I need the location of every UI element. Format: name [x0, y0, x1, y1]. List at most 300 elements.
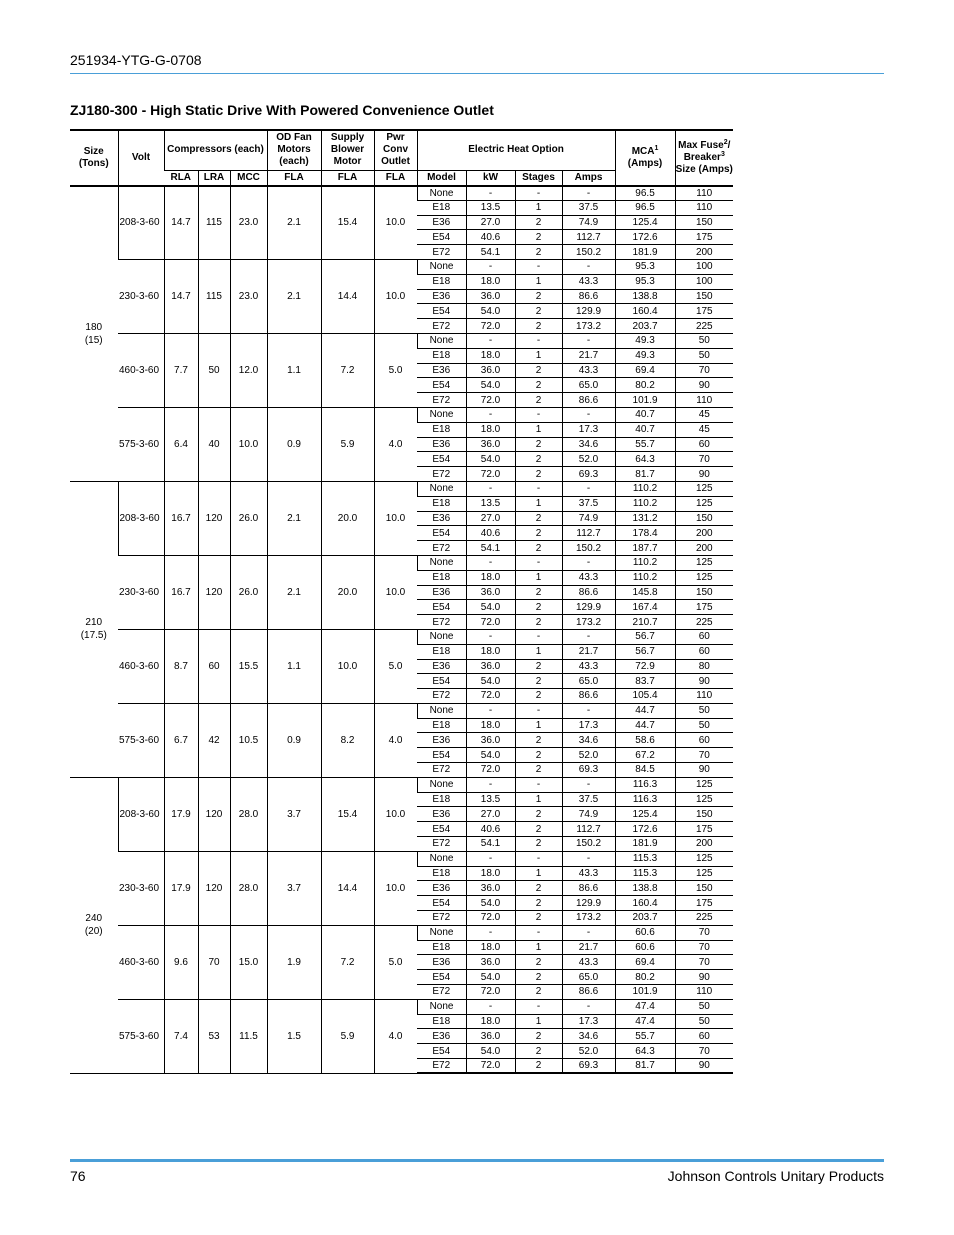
heat-stages-cell: 2 — [515, 748, 562, 763]
heat-kw-cell: 36.0 — [466, 585, 515, 600]
group-volt-cell: 208-3-60 — [118, 481, 164, 555]
heat-stages-cell: 2 — [515, 541, 562, 556]
heat-maxfuse-cell: 125 — [675, 777, 733, 792]
heat-amps-cell: 150.2 — [562, 245, 615, 260]
heat-mca-cell: 116.3 — [615, 777, 675, 792]
heat-amps-cell: 112.7 — [562, 822, 615, 837]
table-row — [70, 333, 733, 348]
heat-amps-cell: 65.0 — [562, 674, 615, 689]
heat-mca-cell: 101.9 — [615, 393, 675, 408]
heat-mca-cell: 138.8 — [615, 881, 675, 896]
heat-model-cell: E36 — [417, 807, 466, 822]
heat-stages-cell: 1 — [515, 496, 562, 511]
heat-kw-cell: 36.0 — [466, 955, 515, 970]
heat-amps-cell: 86.6 — [562, 585, 615, 600]
heat-maxfuse-cell: 125 — [675, 555, 733, 570]
heat-amps-cell: 129.9 — [562, 600, 615, 615]
table-row — [70, 703, 733, 718]
heat-mca-cell: 69.4 — [615, 363, 675, 378]
heat-mca-cell: 187.7 — [615, 541, 675, 556]
heat-amps-cell: - — [562, 407, 615, 422]
heat-stages-cell: - — [515, 703, 562, 718]
heat-kw-cell: 54.0 — [466, 748, 515, 763]
group-blower-fla-cell: 15.4 — [321, 186, 374, 260]
heat-maxfuse-cell: 70 — [675, 363, 733, 378]
heat-kw-cell: 13.5 — [466, 792, 515, 807]
heat-amps-cell: 173.2 — [562, 319, 615, 334]
group-lra-cell: 115 — [198, 186, 230, 260]
heat-stages-cell: 2 — [515, 955, 562, 970]
heat-amps-cell: 74.9 — [562, 511, 615, 526]
heat-stages-cell: - — [515, 851, 562, 866]
heat-kw-cell: 54.0 — [466, 600, 515, 615]
size-cell — [70, 186, 118, 482]
heat-amps-cell: - — [562, 851, 615, 866]
heat-kw-cell: 36.0 — [466, 363, 515, 378]
heat-maxfuse-cell: 90 — [675, 763, 733, 778]
group-od-fla-cell: 3.7 — [267, 777, 321, 851]
heat-amps-cell: 43.3 — [562, 955, 615, 970]
group-lra-cell: 60 — [198, 629, 230, 703]
heat-mca-cell: 60.6 — [615, 925, 675, 940]
heat-amps-cell: 43.3 — [562, 659, 615, 674]
heat-stages-cell: 2 — [515, 245, 562, 260]
heat-mca-cell: 96.5 — [615, 186, 675, 201]
heat-mca-cell: 81.7 — [615, 467, 675, 482]
heat-maxfuse-cell: 110 — [675, 186, 733, 201]
heat-amps-cell: 112.7 — [562, 526, 615, 541]
table-row — [70, 481, 733, 496]
heat-model-cell: E72 — [417, 393, 466, 408]
heat-maxfuse-cell: 150 — [675, 289, 733, 304]
heat-mca-cell: 84.5 — [615, 763, 675, 778]
heat-stages-cell: 2 — [515, 215, 562, 230]
heat-kw-cell: 54.0 — [466, 896, 515, 911]
group-pwr-fla-cell: 5.0 — [374, 925, 417, 999]
heat-maxfuse-cell: 90 — [675, 467, 733, 482]
heat-mca-cell: 125.4 — [615, 807, 675, 822]
heat-model-cell: E36 — [417, 659, 466, 674]
heat-mca-cell: 167.4 — [615, 600, 675, 615]
heat-kw-cell: 54.1 — [466, 837, 515, 852]
heat-amps-cell: 21.7 — [562, 940, 615, 955]
heat-mca-cell: 210.7 — [615, 615, 675, 630]
heat-kw-cell: - — [466, 999, 515, 1014]
header-max-fuse: Max Fuse$^2$/ Breaker$^3$ Size (Amps) — [675, 130, 733, 186]
heat-model-cell: E54 — [417, 896, 466, 911]
heat-mca-cell: 110.2 — [615, 481, 675, 496]
heat-mca-cell: 160.4 — [615, 304, 675, 319]
header-od-fan: OD Fan Motors (each) — [267, 130, 321, 170]
group-volt-cell: 460-3-60 — [118, 629, 164, 703]
heat-kw-cell: 36.0 — [466, 881, 515, 896]
heat-stages-cell: 2 — [515, 674, 562, 689]
heat-model-cell: None — [417, 999, 466, 1014]
heat-maxfuse-cell: 175 — [675, 600, 733, 615]
heat-stages-cell: 2 — [515, 985, 562, 1000]
heat-mca-cell: 40.7 — [615, 407, 675, 422]
heat-mca-cell: 47.4 — [615, 1014, 675, 1029]
heat-amps-cell: 34.6 — [562, 1029, 615, 1044]
heat-amps-cell: 65.0 — [562, 970, 615, 985]
group-mcc-cell: 12.0 — [230, 333, 267, 407]
heat-amps-cell: 129.9 — [562, 896, 615, 911]
heat-mca-cell: 49.3 — [615, 333, 675, 348]
group-lra-cell: 50 — [198, 333, 230, 407]
heat-stages-cell: 2 — [515, 837, 562, 852]
group-lra-cell: 70 — [198, 925, 230, 999]
heat-kw-cell: 54.1 — [466, 245, 515, 260]
heat-mca-cell: 56.7 — [615, 644, 675, 659]
group-od-fla-cell: 0.9 — [267, 407, 321, 481]
heat-stages-cell: - — [515, 999, 562, 1014]
group-rla-cell: 8.7 — [164, 629, 198, 703]
heat-stages-cell: 2 — [515, 807, 562, 822]
header-amps: Amps — [562, 170, 615, 186]
heat-kw-cell: 18.0 — [466, 274, 515, 289]
heat-maxfuse-cell: 60 — [675, 437, 733, 452]
heat-maxfuse-cell: 70 — [675, 925, 733, 940]
heat-kw-cell: 40.6 — [466, 822, 515, 837]
heat-kw-cell: - — [466, 481, 515, 496]
table-body — [70, 186, 733, 1074]
heat-model-cell: E72 — [417, 763, 466, 778]
heat-model-cell: None — [417, 703, 466, 718]
heat-kw-cell: 54.1 — [466, 541, 515, 556]
heat-kw-cell: 18.0 — [466, 1014, 515, 1029]
group-blower-fla-cell: 15.4 — [321, 777, 374, 851]
heat-stages-cell: 1 — [515, 200, 562, 215]
heat-mca-cell: 58.6 — [615, 733, 675, 748]
heat-mca-cell: 203.7 — [615, 911, 675, 926]
heat-kw-cell: - — [466, 186, 515, 201]
heat-maxfuse-cell: 50 — [675, 333, 733, 348]
heat-model-cell: E36 — [417, 437, 466, 452]
group-mcc-cell: 28.0 — [230, 777, 267, 851]
heat-model-cell: E72 — [417, 541, 466, 556]
header-electric-heat: Electric Heat Option — [417, 130, 615, 170]
heat-model-cell: E54 — [417, 970, 466, 985]
heat-stages-cell: 2 — [515, 615, 562, 630]
group-volt-cell: 575-3-60 — [118, 407, 164, 481]
heat-stages-cell: 2 — [515, 526, 562, 541]
heat-amps-cell: 69.3 — [562, 467, 615, 482]
heat-mca-cell: 172.6 — [615, 230, 675, 245]
heat-mca-cell: 83.7 — [615, 674, 675, 689]
group-blower-fla-cell: 10.0 — [321, 629, 374, 703]
heat-mca-cell: 67.2 — [615, 748, 675, 763]
heat-model-cell: None — [417, 925, 466, 940]
header-blower-fla: FLA — [321, 170, 374, 186]
heat-stages-cell: 2 — [515, 822, 562, 837]
heat-kw-cell: 72.0 — [466, 763, 515, 778]
heat-stages-cell: - — [515, 777, 562, 792]
size-value: 180 — [85, 321, 103, 333]
heat-mca-cell: 96.5 — [615, 200, 675, 215]
heat-stages-cell: 2 — [515, 467, 562, 482]
header-volt: Volt — [118, 130, 164, 186]
heat-mca-cell: 181.9 — [615, 837, 675, 852]
header-lra: LRA — [198, 170, 230, 186]
heat-mca-cell: 80.2 — [615, 378, 675, 393]
heat-model-cell: None — [417, 186, 466, 201]
group-od-fla-cell: 0.9 — [267, 703, 321, 777]
header-mcc: MCC — [230, 170, 267, 186]
heat-mca-cell: 64.3 — [615, 452, 675, 467]
heat-mca-cell: 95.3 — [615, 259, 675, 274]
heat-stages-cell: 2 — [515, 1044, 562, 1059]
heat-maxfuse-cell: 125 — [675, 496, 733, 511]
heat-maxfuse-cell: 125 — [675, 866, 733, 881]
heat-maxfuse-cell: 90 — [675, 378, 733, 393]
heat-maxfuse-cell: 90 — [675, 674, 733, 689]
heat-stages-cell: 2 — [515, 511, 562, 526]
size-cell — [70, 481, 118, 777]
heat-maxfuse-cell: 125 — [675, 481, 733, 496]
table-row — [70, 259, 733, 274]
group-mcc-cell: 15.5 — [230, 629, 267, 703]
heat-maxfuse-cell: 60 — [675, 644, 733, 659]
group-pwr-fla-cell: 4.0 — [374, 999, 417, 1073]
heat-kw-cell: 54.0 — [466, 304, 515, 319]
heat-maxfuse-cell: 90 — [675, 970, 733, 985]
heat-model-cell: None — [417, 851, 466, 866]
group-blower-fla-cell: 14.4 — [321, 259, 374, 333]
heat-model-cell: E36 — [417, 585, 466, 600]
header-model: Model — [417, 170, 466, 186]
table-row — [70, 629, 733, 644]
heat-stages-cell: 2 — [515, 289, 562, 304]
heat-model-cell: E54 — [417, 822, 466, 837]
heat-stages-cell: 2 — [515, 1059, 562, 1074]
heat-kw-cell: 36.0 — [466, 437, 515, 452]
heat-amps-cell: 150.2 — [562, 541, 615, 556]
heat-amps-cell: - — [562, 629, 615, 644]
heat-mca-cell: 80.2 — [615, 970, 675, 985]
heat-kw-cell: 54.0 — [466, 970, 515, 985]
heat-mca-cell: 47.4 — [615, 999, 675, 1014]
heat-mca-cell: 115.3 — [615, 851, 675, 866]
heat-kw-cell: - — [466, 851, 515, 866]
heat-amps-cell: 112.7 — [562, 230, 615, 245]
group-mcc-cell: 10.0 — [230, 407, 267, 481]
heat-amps-cell: 21.7 — [562, 644, 615, 659]
heat-stages-cell: 1 — [515, 866, 562, 881]
heat-kw-cell: 36.0 — [466, 733, 515, 748]
heat-kw-cell: 54.0 — [466, 378, 515, 393]
heat-kw-cell: 72.0 — [466, 467, 515, 482]
heat-kw-cell: 36.0 — [466, 1029, 515, 1044]
heat-mca-cell: 95.3 — [615, 274, 675, 289]
heat-maxfuse-cell: 50 — [675, 718, 733, 733]
heat-amps-cell: - — [562, 481, 615, 496]
heat-stages-cell: 2 — [515, 733, 562, 748]
header-od-fan-fla: FLA — [267, 170, 321, 186]
heat-stages-cell: 1 — [515, 570, 562, 585]
heat-stages-cell: 2 — [515, 230, 562, 245]
heat-amps-cell: 43.3 — [562, 274, 615, 289]
group-rla-cell: 16.7 — [164, 555, 198, 629]
heat-amps-cell: - — [562, 259, 615, 274]
heat-model-cell: E72 — [417, 985, 466, 1000]
group-mcc-cell: 23.0 — [230, 259, 267, 333]
heat-stages-cell: 1 — [515, 644, 562, 659]
header-kw: kW — [466, 170, 515, 186]
heat-stages-cell: 2 — [515, 881, 562, 896]
heat-model-cell: E36 — [417, 1029, 466, 1044]
heat-stages-cell: 1 — [515, 422, 562, 437]
heat-amps-cell: 173.2 — [562, 911, 615, 926]
group-od-fla-cell: 2.1 — [267, 481, 321, 555]
heat-kw-cell: 13.5 — [466, 496, 515, 511]
heat-kw-cell: - — [466, 703, 515, 718]
heat-maxfuse-cell: 125 — [675, 851, 733, 866]
heat-amps-cell: 69.3 — [562, 1059, 615, 1074]
heat-model-cell: E18 — [417, 1014, 466, 1029]
heat-mca-cell: 125.4 — [615, 215, 675, 230]
heat-mca-cell: 49.3 — [615, 348, 675, 363]
header-rule — [70, 73, 884, 74]
heat-maxfuse-cell: 175 — [675, 304, 733, 319]
document-id: 251934-YTG-G-0708 — [70, 52, 202, 68]
heat-kw-cell: 72.0 — [466, 1059, 515, 1074]
heat-mca-cell: 55.7 — [615, 437, 675, 452]
heat-maxfuse-cell: 50 — [675, 348, 733, 363]
group-lra-cell: 120 — [198, 481, 230, 555]
heat-stages-cell: - — [515, 186, 562, 201]
heat-maxfuse-cell: 100 — [675, 259, 733, 274]
heat-kw-cell: 18.0 — [466, 570, 515, 585]
heat-model-cell: E18 — [417, 348, 466, 363]
heat-amps-cell: 17.3 — [562, 422, 615, 437]
heat-maxfuse-cell: 175 — [675, 230, 733, 245]
heat-kw-cell: 72.0 — [466, 985, 515, 1000]
heat-amps-cell: 34.6 — [562, 733, 615, 748]
heat-stages-cell: 2 — [515, 319, 562, 334]
group-pwr-fla-cell: 10.0 — [374, 259, 417, 333]
heat-stages-cell: 2 — [515, 763, 562, 778]
heat-model-cell: E36 — [417, 511, 466, 526]
heat-model-cell: E18 — [417, 274, 466, 289]
page-number: 76 — [70, 1168, 86, 1184]
heat-mca-cell: 101.9 — [615, 985, 675, 1000]
heat-kw-cell: 18.0 — [466, 644, 515, 659]
heat-maxfuse-cell: 150 — [675, 511, 733, 526]
heat-maxfuse-cell: 80 — [675, 659, 733, 674]
heat-model-cell: E72 — [417, 467, 466, 482]
heat-kw-cell: 18.0 — [466, 348, 515, 363]
heat-maxfuse-cell: 45 — [675, 407, 733, 422]
group-rla-cell: 6.4 — [164, 407, 198, 481]
group-pwr-fla-cell: 10.0 — [374, 186, 417, 260]
group-lra-cell: 115 — [198, 259, 230, 333]
heat-amps-cell: 86.6 — [562, 393, 615, 408]
heat-model-cell: E72 — [417, 689, 466, 704]
heat-model-cell: E18 — [417, 866, 466, 881]
heat-mca-cell: 116.3 — [615, 792, 675, 807]
group-lra-cell: 120 — [198, 555, 230, 629]
group-rla-cell: 7.4 — [164, 999, 198, 1073]
group-rla-cell: 16.7 — [164, 481, 198, 555]
heat-maxfuse-cell: 90 — [675, 1059, 733, 1074]
heat-model-cell: E72 — [417, 245, 466, 260]
heat-maxfuse-cell: 200 — [675, 837, 733, 852]
heat-mca-cell: 60.6 — [615, 940, 675, 955]
heat-model-cell: E54 — [417, 378, 466, 393]
group-blower-fla-cell: 7.2 — [321, 333, 374, 407]
heat-amps-cell: 43.3 — [562, 866, 615, 881]
heat-kw-cell: 72.0 — [466, 319, 515, 334]
heat-kw-cell: 36.0 — [466, 289, 515, 304]
heat-kw-cell: - — [466, 629, 515, 644]
heat-maxfuse-cell: 70 — [675, 1044, 733, 1059]
group-mcc-cell: 23.0 — [230, 186, 267, 260]
heat-model-cell: None — [417, 481, 466, 496]
heat-maxfuse-cell: 70 — [675, 955, 733, 970]
heat-kw-cell: 18.0 — [466, 866, 515, 881]
heat-stages-cell: 1 — [515, 792, 562, 807]
group-blower-fla-cell: 20.0 — [321, 555, 374, 629]
group-rla-cell: 6.7 — [164, 703, 198, 777]
group-rla-cell: 14.7 — [164, 186, 198, 260]
group-volt-cell: 460-3-60 — [118, 925, 164, 999]
group-blower-fla-cell: 7.2 — [321, 925, 374, 999]
table-row — [70, 555, 733, 570]
table-row — [70, 999, 733, 1014]
heat-mca-cell: 145.8 — [615, 585, 675, 600]
heat-amps-cell: 43.3 — [562, 570, 615, 585]
heat-model-cell: E72 — [417, 1059, 466, 1074]
heat-maxfuse-cell: 175 — [675, 896, 733, 911]
electrical-data-table — [70, 129, 733, 1074]
heat-mca-cell: 72.9 — [615, 659, 675, 674]
heat-amps-cell: - — [562, 186, 615, 201]
heat-model-cell: E18 — [417, 570, 466, 585]
heat-model-cell: E72 — [417, 837, 466, 852]
heat-amps-cell: 86.6 — [562, 289, 615, 304]
heat-kw-cell: 54.0 — [466, 674, 515, 689]
group-mcc-cell: 11.5 — [230, 999, 267, 1073]
heat-amps-cell: 52.0 — [562, 748, 615, 763]
heat-model-cell: E18 — [417, 200, 466, 215]
heat-amps-cell: 74.9 — [562, 807, 615, 822]
size-value: 210 — [85, 617, 103, 629]
table-row — [70, 186, 733, 201]
heat-mca-cell: 203.7 — [615, 319, 675, 334]
group-mcc-cell: 10.5 — [230, 703, 267, 777]
heat-mca-cell: 55.7 — [615, 1029, 675, 1044]
heat-amps-cell: 150.2 — [562, 837, 615, 852]
heat-maxfuse-cell: 200 — [675, 541, 733, 556]
heat-maxfuse-cell: 70 — [675, 748, 733, 763]
group-od-fla-cell: 2.1 — [267, 555, 321, 629]
group-volt-cell: 575-3-60 — [118, 703, 164, 777]
heat-amps-cell: 86.6 — [562, 985, 615, 1000]
heat-stages-cell: - — [515, 925, 562, 940]
heat-stages-cell: - — [515, 407, 562, 422]
group-lra-cell: 120 — [198, 777, 230, 851]
heat-kw-cell: - — [466, 333, 515, 348]
heat-stages-cell: 1 — [515, 274, 562, 289]
heat-mca-cell: 181.9 — [615, 245, 675, 260]
heat-maxfuse-cell: 110 — [675, 393, 733, 408]
group-rla-cell: 7.7 — [164, 333, 198, 407]
footer-rule — [70, 1159, 884, 1162]
heat-model-cell: E18 — [417, 718, 466, 733]
company-name: Johnson Controls Unitary Products — [667, 1168, 884, 1184]
heat-maxfuse-cell: 125 — [675, 570, 733, 585]
group-od-fla-cell: 1.1 — [267, 629, 321, 703]
